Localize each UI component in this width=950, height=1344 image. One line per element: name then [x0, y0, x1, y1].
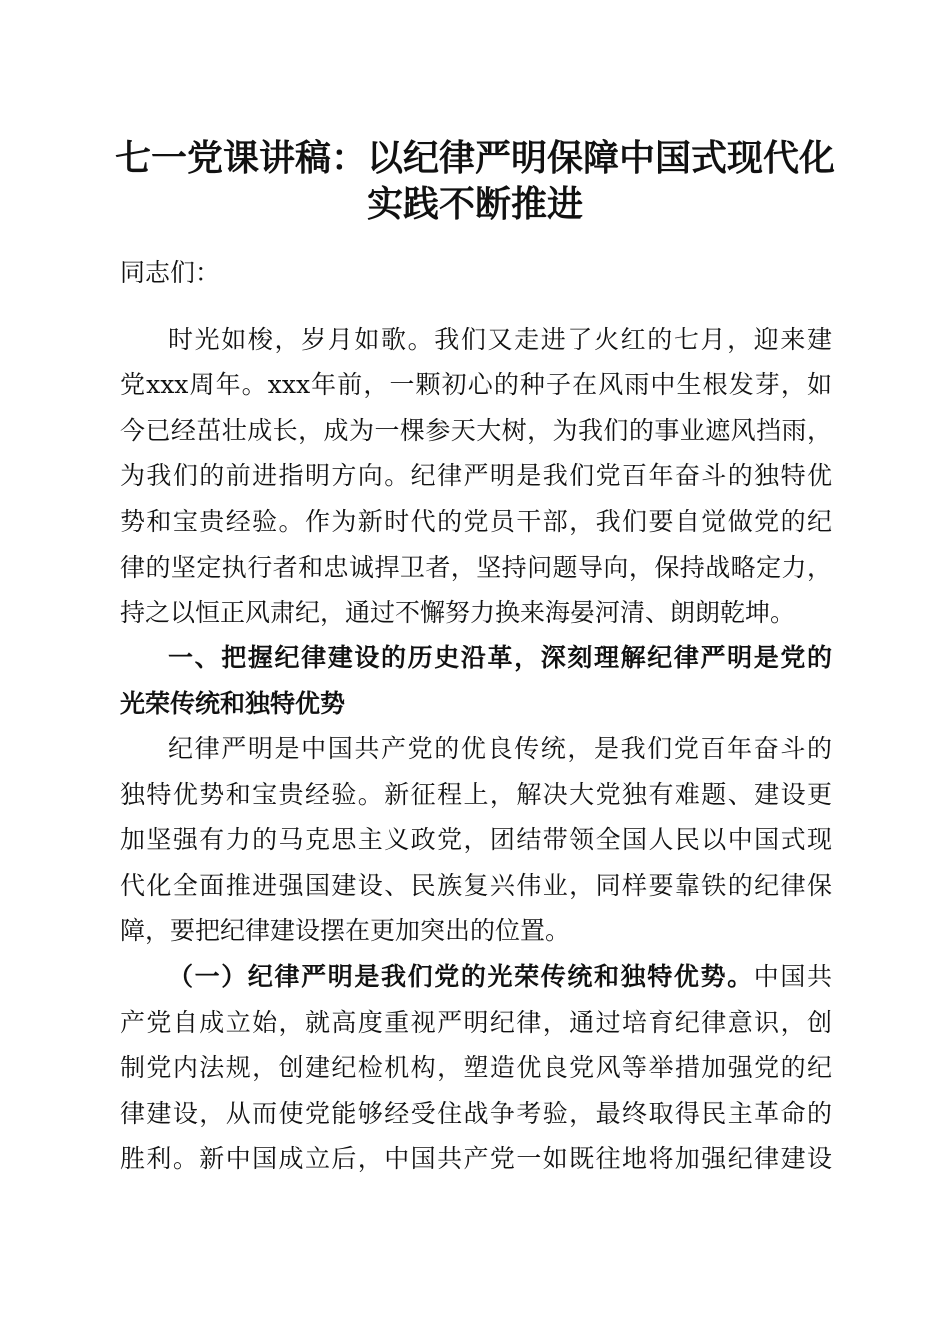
intro-line: 时光如梭，岁月如歌。我们又走进了火红的七月，迎来建: [168, 325, 832, 354]
subsection-1-body-line: 产党自成立始，就高度重视严明纪律，通过培育纪律意识，创: [120, 1008, 832, 1037]
subsection-1-body-line: 制党内法规，创建纪检机构，塑造优良党风等举措加强党的纪: [120, 1053, 832, 1082]
section-1-body-line: 障，要把纪律建设摆在更加突出的位置。: [120, 916, 571, 945]
section-1-heading: 光荣传统和独特优势: [120, 689, 346, 718]
section-1-body-line: 独特优势和宝贵经验。新征程上，解决大党独有难题、建设更: [120, 780, 832, 809]
intro-line: 律的坚定执行者和忠诚捍卫者，坚持问题导向，保持战略定力，: [120, 553, 832, 582]
section-1-body-line: 纪律严明是中国共产党的优良传统，是我们党百年奋斗的: [168, 734, 832, 763]
section-1-heading: 一、把握纪律建设的历史沿革，深刻理解纪律严明是党的: [168, 643, 832, 672]
intro-line: 今已经茁壮成长，成为一棵参天大树，为我们的事业遮风挡雨，: [120, 416, 832, 445]
intro-line: 党xxx周年。xxx年前，一颗初心的种子在风雨中生根发芽，如: [120, 370, 832, 399]
subsection-1-lead-rest: 中国共: [753, 962, 832, 991]
salutation: 同志们：: [120, 258, 221, 287]
subsection-1-body-line: 律建设，从而使党能够经受住战争考验，最终取得民主革命的: [120, 1099, 832, 1128]
section-1-body-line: 加坚强有力的马克思主义政党，团结带领全国人民以中国式现: [120, 825, 832, 854]
document-title-line-2: 实践不断推进: [366, 184, 583, 225]
intro-line: 势和宝贵经验。作为新时代的党员干部，我们要自觉做党的纪: [120, 507, 832, 536]
subsection-1-body-line: 胜利。新中国成立后，中国共产党一如既往地将加强纪律建设: [120, 1144, 832, 1173]
subsection-1-lead-line: [168, 954, 832, 1000]
intro-line: 持之以恒正风肃纪，通过不懈努力换来海晏河清、朗朗乾坤。: [120, 598, 796, 627]
section-1-body-line: 代化全面推进强国建设、民族复兴伟业，同样要靠铁的纪律保: [120, 871, 832, 900]
intro-line: 为我们的前进指明方向。纪律严明是我们党百年奋斗的独特优: [120, 461, 832, 490]
document-title-line-1: 七一党课讲稿：以纪律严明保障中国式现代化: [114, 138, 835, 179]
subsection-1-heading: （一）纪律严明是我们党的光荣传统和独特优势。: [168, 962, 754, 991]
